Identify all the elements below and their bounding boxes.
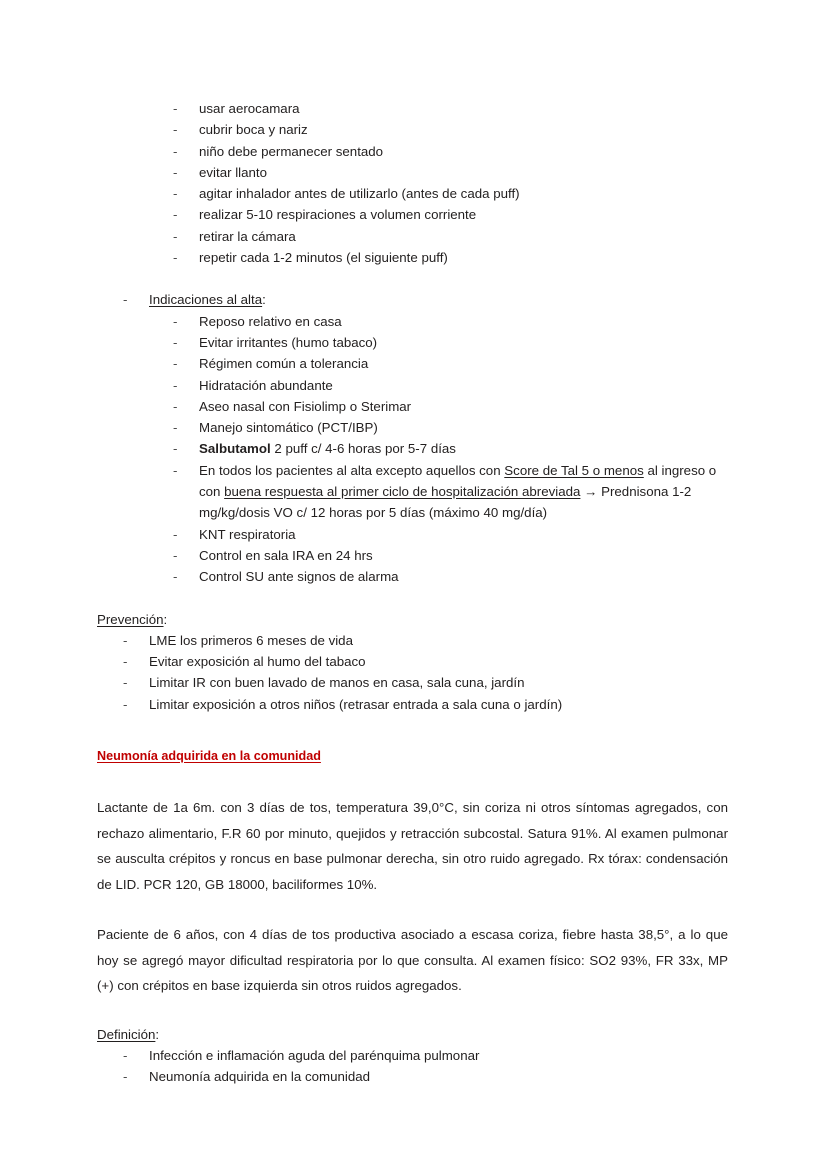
list-item-label: Aseo nasal con Fisiolimp o Sterimar [199,398,412,414]
prednisona-part1: En todos los pacientes al alta excepto aquellos con [199,462,505,478]
dash-bullet-icon: - [173,164,178,180]
dash-bullet-icon: - [173,143,178,159]
list-item-label: Limitar IR con buen lavado de manos en casa, sala cuna, jardín [149,675,525,691]
score-de-tal-underlined: Score de Tal 5 o menos [504,462,644,478]
list-item [97,1045,728,1066]
definicion-list [97,1045,728,1088]
spacer [97,588,728,609]
dash-bullet-icon: - [173,334,178,350]
dash-bullet-icon: - [123,632,128,648]
list-item [97,183,728,204]
spacer [97,715,728,746]
list-item-prednisona [97,460,728,524]
list-item [97,353,728,374]
list-item [97,162,728,183]
prednisona-part3: → Prednisona 1-2 mg/kg/dosis VO c/ 12 horas por 5 días (máximo 40 mg/día) [199,484,692,521]
dash-bullet-icon: - [123,654,128,670]
dash-bullet-icon: - [173,526,178,542]
dash-bullet-icon: - [173,547,178,563]
definicion-heading-label: Definición [97,1026,156,1042]
dash-bullet-icon: - [123,1069,128,1085]
list-item-label: LME los primeros 6 meses de vida [149,632,353,648]
spacer [97,897,728,922]
list-item-label: KNT respiratoria [199,526,296,542]
dash-bullet-icon: - [173,101,178,116]
list-item-label: Neumonía adquirida en la comunidad [149,1069,371,1085]
dash-bullet-icon: - [123,675,128,691]
clinical-case-1: Lactante de 1a 6m. con 3 días de tos, temperatura 39,0°C, sin coriza ni otros síntomas agregados, con rechazo alimentario, F.R 60 por minuto, quejidos y retracción subcostal. Satura 91%. Al examen pulmonar se ausculta crépitos y roncus en base pulmonar derecha, sin otro ruido agregado. Rx tórax: condensación de LID. PCR 120, GB 18000, baciliformes 10%. [97,800,728,892]
prevencion-heading-label: Prevención [97,611,164,627]
list-item [97,672,728,693]
dash-bullet-icon: - [173,313,178,329]
prednisona-part2: al ingreso o con [199,462,717,500]
prevencion-heading [97,609,728,630]
clinical-case-2: Paciente de 6 años, con 4 días de tos productiva asociado a escasa coriza, fiebre hasta 38,5°, a lo que hoy se agregó mayor dificultad respiratoria por lo que consulta. Al examen físico: SO2 93%, FR 33x, MP (+) con crépitos en base izquierda sin otros ruidos agregados. [97,927,728,994]
section-title-label: Neumonía adquirida en la comunidad [97,749,321,764]
dash-bullet-icon: - [173,441,178,457]
document-body [97,98,728,1088]
salbutamol-dosing: 2 puff c/ 4-6 horas por 5-7 días [270,441,456,457]
list-item [97,545,728,566]
dash-bullet-icon: - [173,186,178,202]
list-item-label: Manejo sintomático (PCT/IBP) [199,420,378,436]
definicion-heading [97,1024,728,1045]
list-item [97,694,728,715]
dash-bullet-icon: - [123,1048,128,1064]
list-item-salbutamol [97,438,728,459]
inhaler-steps-list [97,98,728,268]
prednisona-text [199,460,728,524]
list-item [97,651,728,672]
list-item-label: agitar inhalador antes de utilizarlo (antes de cada puff) [199,186,520,202]
dash-bullet-icon: - [173,569,178,585]
list-item [97,141,728,162]
dash-bullet-icon: - [173,462,178,478]
spacer [97,767,728,795]
list-item-label: Limitar exposición a otros niños (retrasar entrada a sala cuna o jardín) [149,696,563,712]
buena-respuesta-underlined: buena respuesta al primer ciclo de hospitalización abreviada [224,484,581,500]
list-item-label: Hidratación abundante [199,377,333,393]
spacer [97,268,728,289]
list-item-label: niño debe permanecer sentado [199,143,384,159]
list-item-label: Reposo relativo en casa [199,313,342,329]
list-item-label: Evitar irritantes (humo tabaco) [199,334,378,350]
list-item [97,204,728,225]
list-item-label: Régimen común a tolerancia [199,356,369,372]
spacer [97,999,728,1024]
list-item [97,566,728,587]
list-item [97,417,728,438]
dash-bullet-icon: - [173,250,178,266]
prevencion-heading-colon: : [163,611,168,627]
dash-bullet-icon: - [173,228,178,244]
definicion-heading-colon: : [155,1026,160,1042]
dash-bullet-icon: - [123,292,128,308]
list-item [97,311,728,332]
dash-bullet-icon: - [173,356,178,372]
dash-bullet-icon: - [173,420,178,436]
dash-bullet-icon: - [173,398,178,414]
indicaciones-heading-colon: : [262,292,266,308]
indicaciones-heading-label: Indicaciones al alta [149,292,263,308]
list-item-label: Control SU ante signos de alarma [199,569,399,585]
list-item-label: cubrir boca y nariz [199,122,308,138]
list-item-label: Infección e inflamación aguda del parénquima pulmonar [149,1048,480,1064]
list-item-label: repetir cada 1-2 minutos (el siguiente puff) [199,250,448,266]
list-item [97,98,728,119]
dash-bullet-icon: - [123,696,128,712]
list-item-label: Control en sala IRA en 24 hrs [199,547,373,563]
salbutamol-text [199,438,728,459]
salbutamol-drug-name: Salbutamol [199,441,271,457]
list-item-label: retirar la cámara [199,228,296,244]
indicaciones-heading [149,289,728,310]
section-title-neumonia [97,746,728,767]
list-item [97,247,728,268]
list-item-label: Evitar exposición al humo del tabaco [149,654,366,670]
dash-bullet-icon: - [173,377,178,393]
list-item [97,1066,728,1087]
dash-bullet-icon: - [173,207,178,223]
list-item [97,396,728,417]
list-item [97,119,728,140]
list-item-label: realizar 5-10 respiraciones a volumen corriente [199,207,477,223]
dash-bullet-icon: - [173,122,178,138]
list-item-label: usar aerocamara [199,101,300,116]
indicaciones-list [97,311,728,588]
list-item [97,375,728,396]
indicaciones-heading-row [97,289,728,310]
list-item [97,226,728,247]
list-item-label: evitar llanto [199,164,267,180]
list-item [97,630,728,651]
list-item [97,332,728,353]
list-item [97,524,728,545]
prevencion-list [97,630,728,715]
